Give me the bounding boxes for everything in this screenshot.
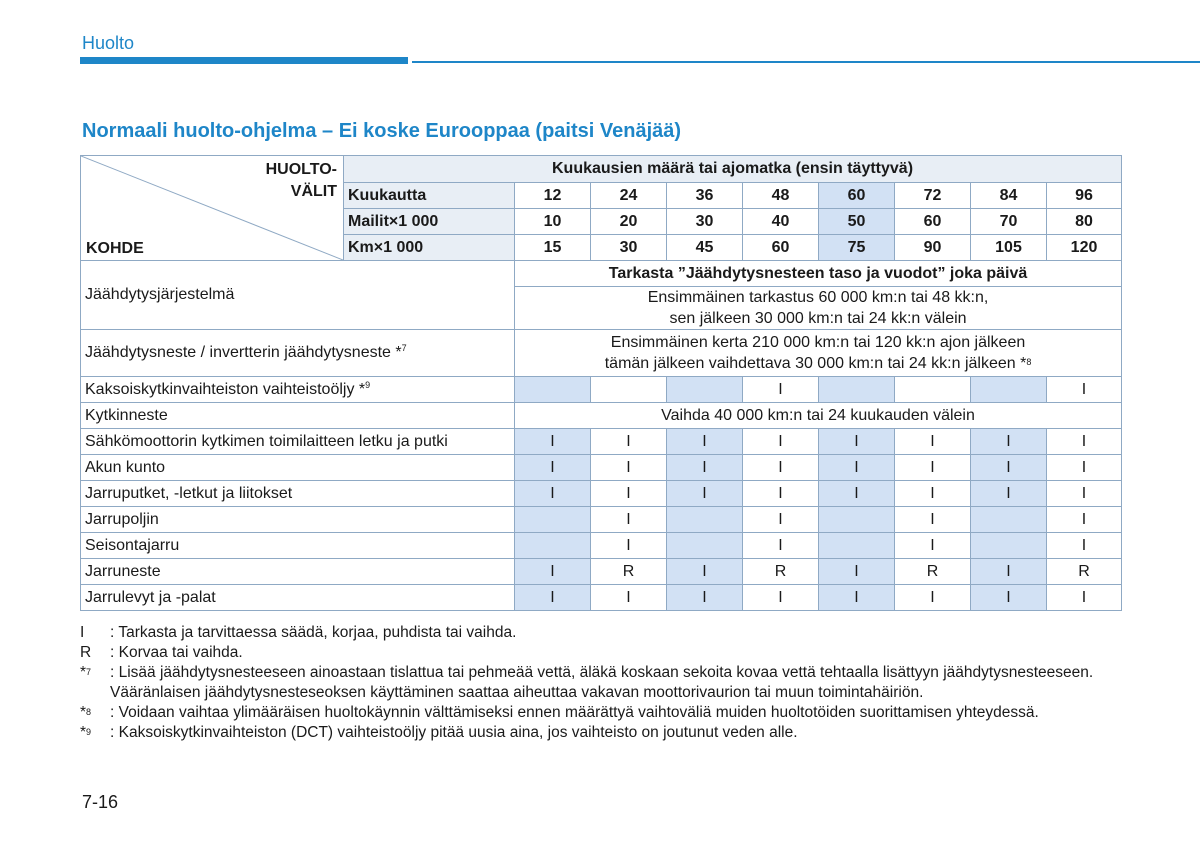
table-row xyxy=(81,507,1122,533)
table-row xyxy=(81,429,1122,455)
schedule-mark: I xyxy=(1047,507,1122,533)
interval-value: 80 xyxy=(1047,209,1122,235)
footnote-key: *$^9$ xyxy=(80,724,92,741)
schedule-mark: I xyxy=(743,429,819,455)
footnote-text: : Lisää jäähdytysnesteeseen ainoastaan tislattua tai pehmeää vettä, äläkä koskaan sekoita kovaa vettä tehtaalla lisättyyn jäähdytysnesteeseen. Vääränlaisen jäähdytysnesteseoksen käyttäminen saattaa aiheuttaa vakavan moottorivaurion tai muun toimintahäiriön. xyxy=(110,664,1094,701)
schedule-mark: I xyxy=(591,481,667,507)
interval-value: 72 xyxy=(895,183,971,209)
page-title: Normaali huolto-ohjelma – Ei koske Eurooppaa (paitsi Venäjää) xyxy=(82,120,682,142)
schedule-mark: I xyxy=(667,559,743,585)
schedule-mark: I xyxy=(895,585,971,611)
schedule-mark: I xyxy=(743,507,819,533)
schedule-mark xyxy=(591,377,667,403)
schedule-mark: R xyxy=(895,559,971,585)
schedule-mark: I xyxy=(1047,481,1122,507)
schedule-mark: I xyxy=(819,585,895,611)
interval-value: 48 xyxy=(743,183,819,209)
schedule-mark: R xyxy=(743,559,819,585)
schedule-mark: I xyxy=(1047,585,1122,611)
schedule-mark: I xyxy=(515,429,591,455)
coolant-system-interval: Ensimmäinen tarkastus 60 000 km:n tai 48 kk:n, sen jälkeen 30 000 km:n tai 24 kk:n välein xyxy=(515,287,1122,330)
item-header: KOHDE xyxy=(86,240,144,257)
row-label-coolant: Jäähdytysneste / invertterin jäähdytysneste *$^7$ xyxy=(81,330,515,377)
coolant-interval: Ensimmäinen kerta 210 000 km:n tai 120 kk:n ajon jälkeen tämän jälkeen vaihdettava 30 000 km:n tai 24 kk:n jälkeen *$^8$ xyxy=(515,330,1122,377)
footnote xyxy=(80,643,1130,663)
schedule-mark: I xyxy=(515,559,591,585)
schedule-mark: I xyxy=(515,585,591,611)
schedule-mark xyxy=(971,507,1047,533)
schedule-mark: I xyxy=(971,585,1047,611)
schedule-mark xyxy=(819,533,895,559)
footnote-key: I xyxy=(80,624,85,641)
footnotes xyxy=(80,623,1130,743)
footnote xyxy=(80,703,1130,723)
schedule-mark: R xyxy=(1047,559,1122,585)
schedule-mark: I xyxy=(1047,429,1122,455)
schedule-mark: I xyxy=(515,455,591,481)
schedule-mark: I xyxy=(591,429,667,455)
header-rule-thick xyxy=(80,57,408,64)
footnote-text: : Voidaan vaihtaa ylimääräisen huoltokäynnin välttämiseksi ennen määrättyä vaihtoväliä muiden huoltotöiden suorittamisen yhteydessä. xyxy=(110,704,1039,721)
clutch-fluid-interval: Vaihda 40 000 km:n tai 24 kuukauden välein xyxy=(515,403,1122,429)
schedule-mark: I xyxy=(895,429,971,455)
schedule-mark: I xyxy=(971,429,1047,455)
schedule-mark: I xyxy=(1047,533,1122,559)
interval-value: 90 xyxy=(895,235,971,261)
interval-value: 96 xyxy=(1047,183,1122,209)
schedule-mark: I xyxy=(1047,455,1122,481)
footnote-text: : Kaksoiskytkinvaihteiston (DCT) vaihteistoöljy pitää uusia aina, jos vaihteisto on joutunut veden alle. xyxy=(110,724,798,741)
section-label: Huolto xyxy=(82,33,135,53)
unit-label-miles: Mailit×1 000 xyxy=(344,209,515,235)
row-label-clutch-fluid: Kytkinneste xyxy=(81,403,515,429)
unit-label-km: Km×1 000 xyxy=(344,235,515,261)
row-label: Sähkömoottorin kytkimen toimilaitteen letku ja putki xyxy=(81,429,515,455)
footnote xyxy=(80,663,1130,703)
schedule-mark: I xyxy=(667,585,743,611)
interval-value: 15 xyxy=(515,235,591,261)
interval-value: 70 xyxy=(971,209,1047,235)
interval-value: 30 xyxy=(667,209,743,235)
footnote-key: R xyxy=(80,644,92,661)
interval-value: 36 xyxy=(667,183,743,209)
coolant-daily-check: Tarkasta ”Jäähdytysnesteen taso ja vuodot” joka päivä xyxy=(515,261,1122,287)
interval-value: 120 xyxy=(1047,235,1122,261)
schedule-mark: I xyxy=(819,481,895,507)
row-label-dct-oil: Kaksoiskytkinvaihteiston vaihteistoöljy *$^9$ xyxy=(81,377,515,403)
schedule-mark xyxy=(515,507,591,533)
table-row xyxy=(81,533,1122,559)
schedule-mark: I xyxy=(971,559,1047,585)
interval-value: 105 xyxy=(971,235,1047,261)
months-title: Kuukausien määrä tai ajomatka (ensin täyttyvä) xyxy=(344,156,1122,183)
footnote-key: *$^8$ xyxy=(80,704,92,721)
unit-label-months: Kuukautta xyxy=(344,183,515,209)
row-label-coolant-system: Jäähdytysjärjestelmä xyxy=(81,261,515,330)
schedule-mark: I xyxy=(743,455,819,481)
schedule-mark: I xyxy=(591,455,667,481)
schedule-mark: I xyxy=(667,455,743,481)
schedule-mark: I xyxy=(819,429,895,455)
schedule-mark xyxy=(515,533,591,559)
footnote-text: : Korvaa tai vaihda. xyxy=(110,644,243,661)
interval-value: 60 xyxy=(743,235,819,261)
row-label: Jarrupoljin xyxy=(81,507,515,533)
page-number: 7-16 xyxy=(82,792,119,812)
interval-value: 10 xyxy=(515,209,591,235)
schedule-mark: I xyxy=(743,377,819,403)
schedule-mark: I xyxy=(667,481,743,507)
schedule-mark: I xyxy=(515,481,591,507)
row-label: Jarrulevyt ja -palat xyxy=(81,585,515,611)
interval-value: 24 xyxy=(591,183,667,209)
schedule-mark: I xyxy=(743,585,819,611)
interval-value: 45 xyxy=(667,235,743,261)
schedule-mark: I xyxy=(971,481,1047,507)
schedule-mark: I xyxy=(895,455,971,481)
table-row xyxy=(81,481,1122,507)
interval-value: 20 xyxy=(591,209,667,235)
schedule-mark: I xyxy=(743,481,819,507)
interval-value: 12 xyxy=(515,183,591,209)
row-label: Akun kunto xyxy=(81,455,515,481)
maintenance-schedule-table xyxy=(80,155,1122,611)
schedule-mark: I xyxy=(667,429,743,455)
schedule-mark xyxy=(819,507,895,533)
schedule-mark: I xyxy=(819,455,895,481)
footnote-text: : Tarkasta ja tarvittaessa säädä, korjaa, puhdista tai vaihda. xyxy=(110,624,517,641)
schedule-mark xyxy=(819,377,895,403)
schedule-mark xyxy=(515,377,591,403)
schedule-mark: I xyxy=(743,533,819,559)
footnote-key: *$^7$ xyxy=(80,664,92,681)
footnote xyxy=(80,723,1130,743)
schedule-mark xyxy=(895,377,971,403)
schedule-mark xyxy=(971,377,1047,403)
interval-value: 50 xyxy=(819,209,895,235)
row-label: Jarruneste xyxy=(81,559,515,585)
schedule-mark: I xyxy=(1047,377,1122,403)
table-row xyxy=(81,559,1122,585)
row-label: Jarruputket, -letkut ja liitokset xyxy=(81,481,515,507)
interval-value: 30 xyxy=(591,235,667,261)
schedule-mark: I xyxy=(591,533,667,559)
interval-header: HUOLTO- VÄLIT xyxy=(265,161,337,200)
interval-value: 75 xyxy=(819,235,895,261)
schedule-mark: R xyxy=(591,559,667,585)
schedule-mark: I xyxy=(591,585,667,611)
schedule-mark: I xyxy=(819,559,895,585)
schedule-mark xyxy=(667,507,743,533)
schedule-mark: I xyxy=(971,455,1047,481)
schedule-mark xyxy=(667,377,743,403)
schedule-mark xyxy=(971,533,1047,559)
row-label: Seisontajarru xyxy=(81,533,515,559)
table-row xyxy=(81,585,1122,611)
interval-value: 40 xyxy=(743,209,819,235)
schedule-mark xyxy=(667,533,743,559)
header-rule-thin xyxy=(412,61,1200,63)
schedule-mark: I xyxy=(895,533,971,559)
interval-value: 60 xyxy=(819,183,895,209)
table-corner-header xyxy=(81,156,344,261)
schedule-mark: I xyxy=(895,507,971,533)
schedule-mark: I xyxy=(591,507,667,533)
footnote xyxy=(80,623,1130,643)
table-row xyxy=(81,455,1122,481)
schedule-mark: I xyxy=(895,481,971,507)
interval-value: 84 xyxy=(971,183,1047,209)
interval-value: 60 xyxy=(895,209,971,235)
